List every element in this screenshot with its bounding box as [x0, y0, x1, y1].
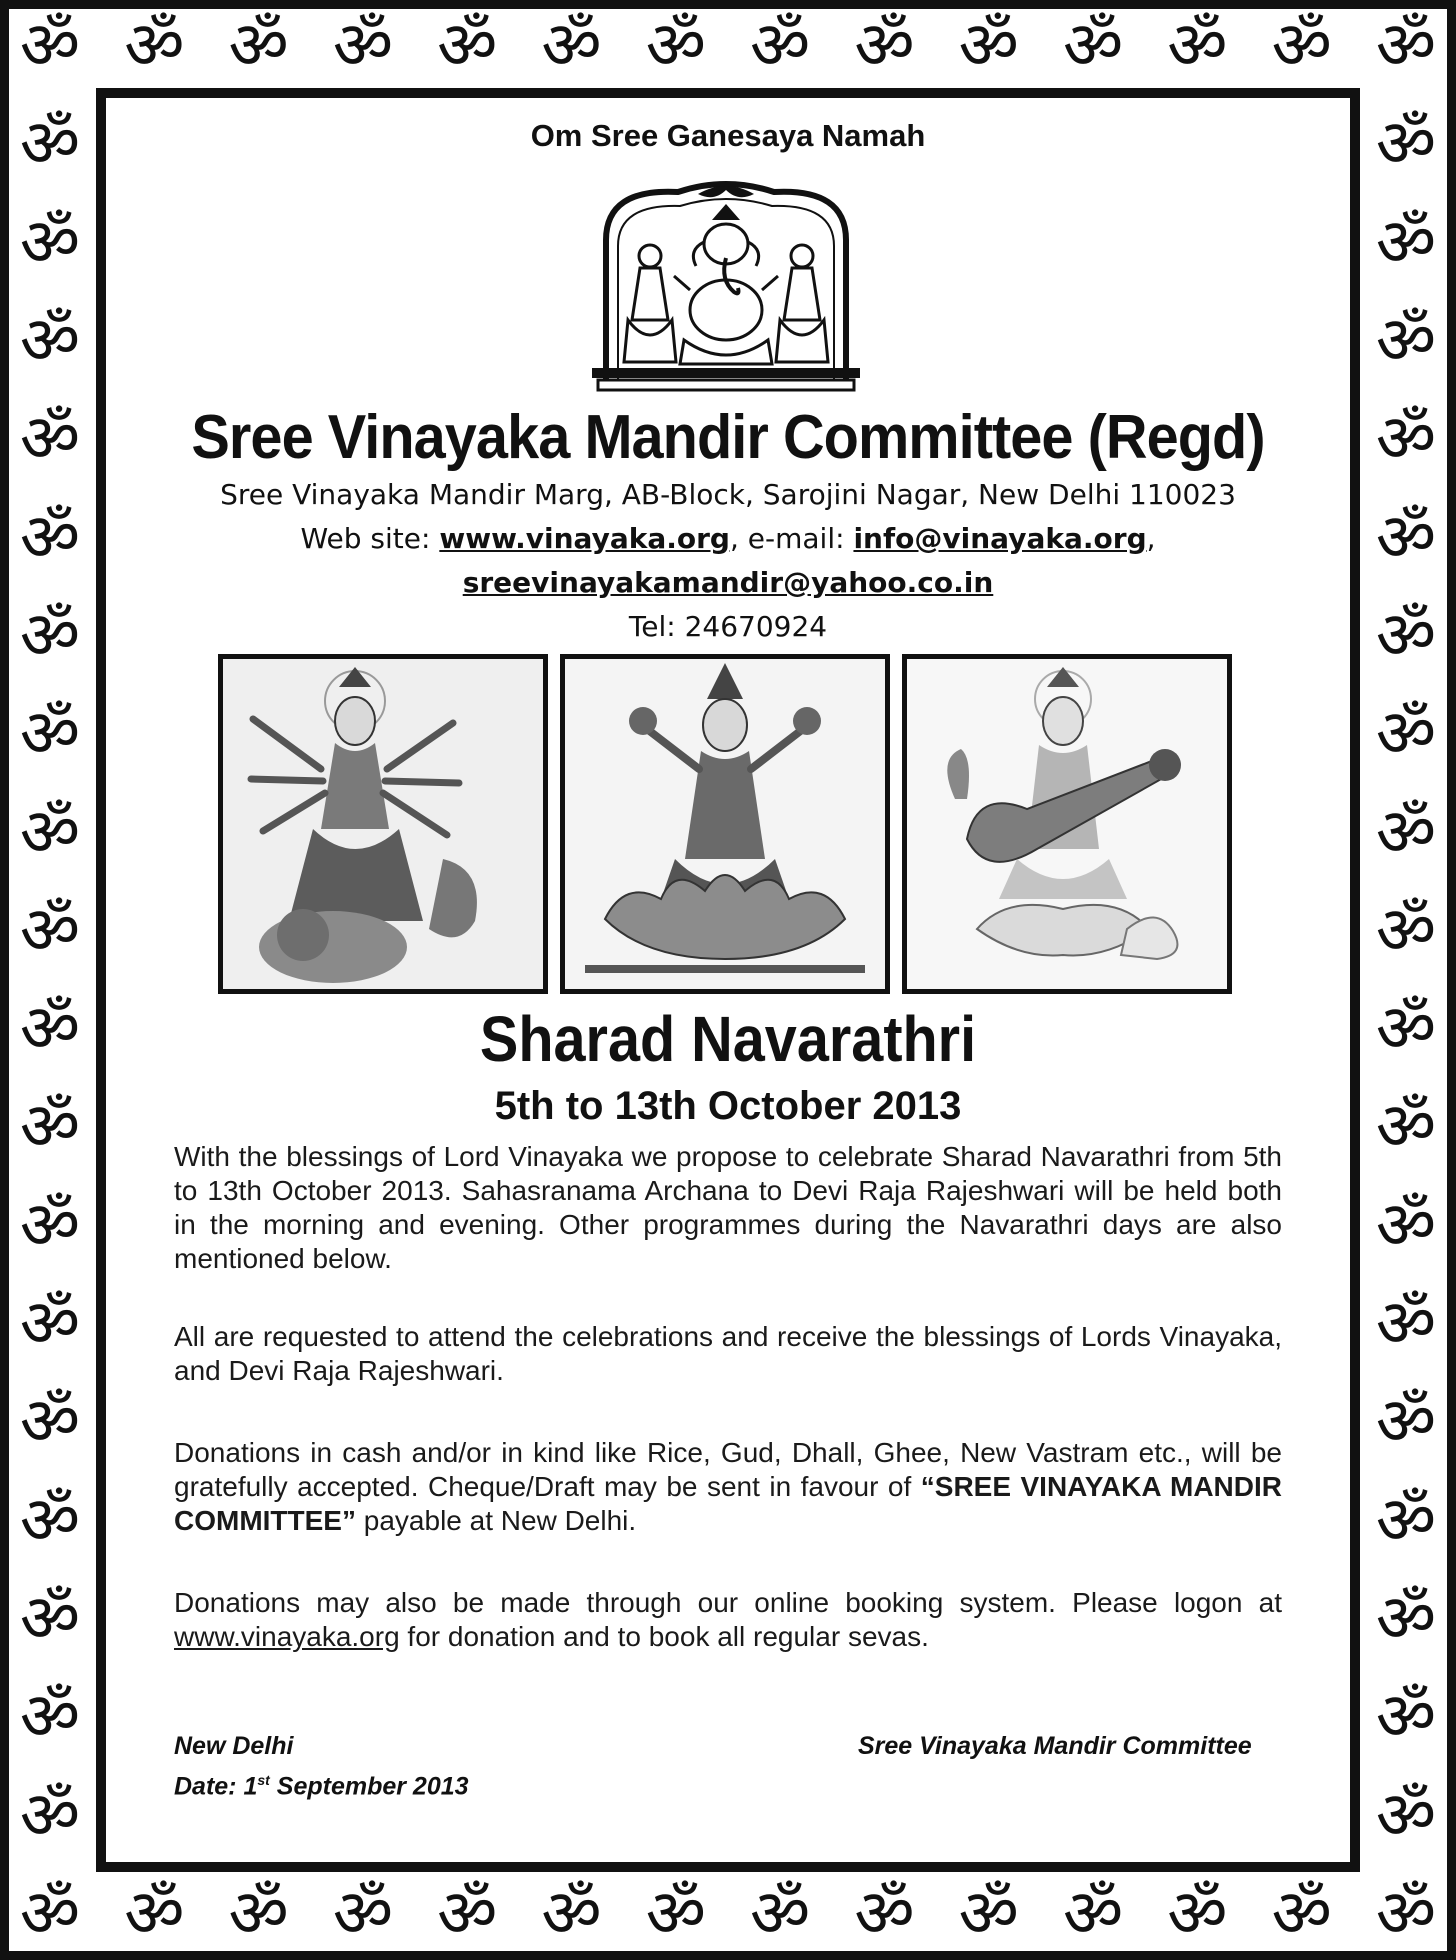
om-icon: ॐ — [1375, 400, 1437, 478]
paragraph-invitation: All are requested to attend the celebrations and receive the blessings of Lords Vinayaka, and Devi Raja Rajeshwari. — [174, 1321, 1282, 1386]
om-icon: ॐ — [19, 891, 81, 969]
om-icon: ॐ — [1375, 7, 1437, 84]
om-icon: ॐ — [1375, 105, 1437, 183]
om-icon: ॐ — [1062, 1875, 1124, 1952]
om-icon: ॐ — [19, 1088, 81, 1166]
om-icon: ॐ — [19, 105, 81, 183]
om-icon: ॐ — [1375, 1088, 1437, 1166]
email-link-secondary[interactable]: sreevinayakamandir@yahoo.co.in — [462, 566, 994, 599]
om-icon: ॐ — [1167, 7, 1228, 84]
om-icon: ॐ — [1375, 498, 1437, 576]
booking-website-link[interactable]: www.vinayaka.org — [174, 1621, 400, 1652]
invocation-text: Om Sree Ganesaya Namah — [530, 118, 926, 153]
om-icon: ॐ — [19, 1776, 81, 1854]
om-icon: ॐ — [541, 1875, 602, 1952]
donations-text-end: payable at New Delhi. — [356, 1505, 637, 1536]
om-icon: ॐ — [332, 7, 394, 84]
date-suffix: September 2013 — [269, 1772, 469, 1801]
om-icon: ॐ — [124, 7, 185, 84]
online-booking-text: Donations may also be made through our online booking system. Please logon at — [174, 1587, 1282, 1618]
om-icon: ॐ — [19, 793, 81, 871]
website-link[interactable]: www.vinayaka.org — [439, 522, 730, 555]
website-label: Web site: — [300, 522, 440, 555]
ganesha-emblem-icon — [588, 180, 864, 392]
om-icon: ॐ — [1375, 891, 1437, 969]
om-icon: ॐ — [645, 1875, 706, 1952]
om-icon: ॐ — [1375, 1285, 1437, 1363]
contact-line — [106, 522, 1350, 555]
lakshmi-image — [565, 659, 885, 989]
email-line — [106, 566, 1350, 599]
durga-image — [223, 659, 543, 989]
om-icon: ॐ — [228, 7, 289, 84]
date-ordinal: st — [257, 1772, 270, 1788]
om-icon: ॐ — [750, 1875, 811, 1952]
paragraph-donations — [174, 1436, 1282, 1538]
om-icon: ॐ — [854, 1875, 915, 1952]
om-icon: ॐ — [228, 1875, 289, 1952]
om-icon: ॐ — [1375, 1678, 1437, 1756]
om-icon: ॐ — [1375, 1383, 1437, 1461]
saraswati-portrait — [902, 654, 1232, 994]
om-icon: ॐ — [541, 7, 602, 84]
om-icon: ॐ — [19, 1285, 81, 1363]
om-icon: ॐ — [19, 1383, 81, 1461]
om-icon: ॐ — [19, 1580, 81, 1658]
date-label — [174, 1772, 469, 1801]
om-icon: ॐ — [332, 1875, 394, 1952]
om-icon: ॐ — [19, 1678, 81, 1756]
om-icon: ॐ — [19, 596, 81, 674]
om-icon: ॐ — [1375, 301, 1437, 379]
paragraph-online-booking — [174, 1586, 1282, 1654]
om-icon: ॐ — [1062, 7, 1124, 84]
om-icon: ॐ — [19, 1875, 81, 1952]
event-title: Sharad Navarathri — [479, 1003, 977, 1075]
telephone-line: Tel: 24670924 — [628, 610, 828, 643]
om-icon: ॐ — [19, 203, 81, 281]
address-line: Sree Vinayaka Mandir Marg, AB-Block, Sarojini Nagar, New Delhi 110023 — [220, 478, 1236, 511]
om-icon: ॐ — [1375, 1875, 1437, 1952]
organization-name: Sree Vinayaka Mandir Committee (Regd) — [191, 403, 1265, 472]
om-icon: ॐ — [1375, 1186, 1437, 1264]
om-icon: ॐ — [645, 7, 706, 84]
committee-signature: Sree Vinayaka Mandir Committee — [858, 1732, 1252, 1760]
om-icon: ॐ — [1375, 1481, 1437, 1559]
om-icon: ॐ — [958, 7, 1019, 84]
om-icon: ॐ — [437, 1875, 498, 1952]
email-label: , e-mail: — [729, 522, 854, 555]
paragraph-blessings: With the blessings of Lord Vinayaka we propose to celebrate Sharad Navarathri from 5th to 13th October 2013. Sahasranama Archana to Devi Raja Rajeshwari will be held both in the morning and evening. Other programmes during the Navarathri days are also mentioned below. — [174, 1141, 1282, 1274]
om-icon: ॐ — [19, 498, 81, 576]
om-icon: ॐ — [19, 400, 81, 478]
date-prefix: Date: 1 — [174, 1772, 258, 1801]
om-icon: ॐ — [1167, 1875, 1228, 1952]
om-icon: ॐ — [1375, 596, 1437, 674]
om-icon: ॐ — [437, 7, 498, 84]
om-icon: ॐ — [1375, 1580, 1437, 1658]
om-icon: ॐ — [19, 1481, 81, 1559]
email-link-primary[interactable]: info@vinayaka.org — [853, 522, 1147, 555]
om-icon: ॐ — [1375, 203, 1437, 281]
payee-name: “SREE VINAYAKA MANDIR COMMITTEE” — [174, 1471, 1282, 1536]
email-separator: , — [1146, 522, 1156, 555]
om-icon: ॐ — [19, 7, 81, 84]
om-icon: ॐ — [19, 1186, 81, 1264]
om-icon: ॐ — [1271, 7, 1332, 84]
om-icon: ॐ — [124, 1875, 185, 1952]
om-icon: ॐ — [19, 990, 81, 1068]
event-dates: 5th to 13th October 2013 — [494, 1084, 962, 1128]
om-icon: ॐ — [958, 1875, 1019, 1952]
om-icon: ॐ — [19, 301, 81, 379]
om-icon: ॐ — [750, 7, 811, 84]
donations-text: Donations in cash and/or in kind like Rice, Gud, Dhall, Ghee, New Vastram etc., will be gratefully accepted. Cheque/Draft may be sent in favour of — [174, 1437, 1282, 1502]
invitation-panel — [96, 88, 1360, 1872]
durga-portrait — [218, 654, 548, 994]
place-label: New Delhi — [174, 1732, 294, 1760]
om-icon: ॐ — [1375, 793, 1437, 871]
om-icon: ॐ — [19, 695, 81, 773]
om-icon: ॐ — [1271, 1875, 1332, 1952]
online-booking-text-end: for donation and to book all regular sevas. — [399, 1621, 929, 1652]
lakshmi-portrait — [560, 654, 890, 994]
om-icon: ॐ — [1375, 990, 1437, 1068]
om-icon: ॐ — [1375, 1776, 1437, 1854]
om-icon: ॐ — [1375, 695, 1437, 773]
saraswati-image — [907, 659, 1227, 989]
om-icon: ॐ — [854, 7, 915, 84]
